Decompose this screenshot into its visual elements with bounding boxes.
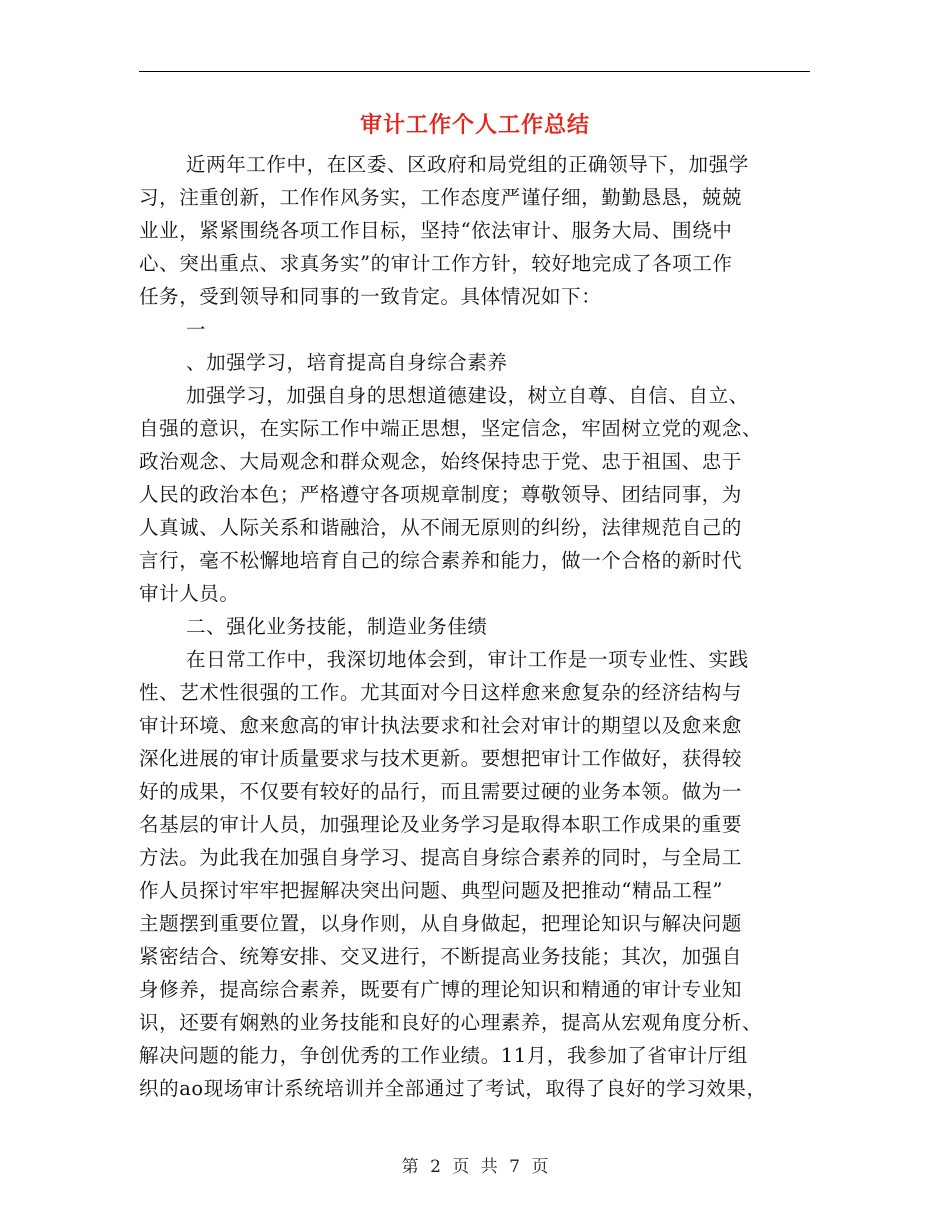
body-line: 言行，毫不松懈地培育自己的综合素养和能力，做一个合格的新时代 (139, 549, 743, 572)
body-line: 近两年工作中，在区委、区政府和局党组的正确领导下，加强学 (186, 153, 749, 176)
body-line: 作人员探讨牢牢把握解决突出问题、典型问题及把推动“精品工程” (139, 879, 723, 902)
body-line: 主题摆到重要位置，以身作则，从自身做起，把理论知识与解决问题 (139, 912, 743, 935)
page-number-footer: 第 2 页 共 7 页 (401, 1157, 549, 1177)
header-rule (139, 71, 810, 72)
body-line: 深化进展的审计质量要求与技术更新。要想把审计工作做好，获得较 (139, 747, 743, 770)
section-heading: 二、强化业务技能，制造业务佳绩 (186, 615, 488, 638)
body-line: 织的ao现场审计系统培训并全部通过了考试，取得了良好的学习效果， (139, 1077, 767, 1100)
body-line: 审计环境、愈来愈高的审计执法要求和社会对审计的期望以及愈来愈 (139, 714, 743, 737)
body-line: 自强的意识，在实际工作中端正思想，坚定信念，牢固树立党的观念、 (139, 417, 763, 440)
body-line: 方法。为此我在加强自身学习、提高自身综合素养的同时，与全局工 (139, 846, 743, 869)
body-line: 紧密结合、统筹安排、交叉进行，不断提高业务技能；其次，加强自 (139, 945, 743, 968)
body-line: 名基层的审计人员，加强理论及业务学习是取得本职工作成果的重要 (139, 813, 743, 836)
body-line: 人真诚、人际关系和谐融洽，从不闹无原则的纠纷，法律规范自己的 (139, 516, 743, 539)
body-line: 习，注重创新，工作作风务实，工作态度严谨仔细，勤勤恳恳，兢兢 (139, 186, 743, 209)
body-line: 心、突出重点、求真务实”的审计工作方针，较好地完成了各项工作 (139, 252, 733, 275)
body-line: 识，还要有娴熟的业务技能和良好的心理素养，提高从宏观角度分析、 (139, 1011, 763, 1034)
body-line: 政治观念、大局观念和群众观念，始终保持忠于党、忠于祖国、忠于 (139, 450, 743, 473)
body-line: 解决问题的能力，争创优秀的工作业绩。11月，我参加了省审计厅组 (139, 1044, 748, 1067)
body-line: 在日常工作中，我深切地体会到，审计工作是一项专业性、实践 (186, 648, 749, 671)
section-number: 一 (186, 318, 207, 341)
body-line: 加强学习，加强自身的思想道德建设，树立自尊、自信、自立、 (186, 384, 749, 407)
body-line: 任务，受到领导和同事的一致肯定。具体情况如下： (139, 285, 602, 308)
body-line: 身修养，提高综合素养，既要有广博的理论知识和精通的审计专业知 (139, 978, 743, 1001)
body-line: 性、艺术性很强的工作。尤其面对今日这样愈来愈复杂的经济结构与 (139, 681, 743, 704)
section-heading: 、加强学习，培育提高自身综合素养 (186, 351, 508, 374)
body-line: 业业，紧紧围绕各项工作目标，坚持“依法审计、服务大局、围绕中 (139, 219, 733, 242)
body-line: 人民的政治本色；严格遵守各项规章制度；尊敬领导、团结同事，为 (139, 483, 743, 506)
body-line: 审计人员。 (139, 582, 240, 605)
body-line: 好的成果，不仅要有较好的品行，而且需要过硬的业务本领。做为一 (139, 780, 743, 803)
document-title: 审计工作个人工作总结 (359, 112, 590, 138)
